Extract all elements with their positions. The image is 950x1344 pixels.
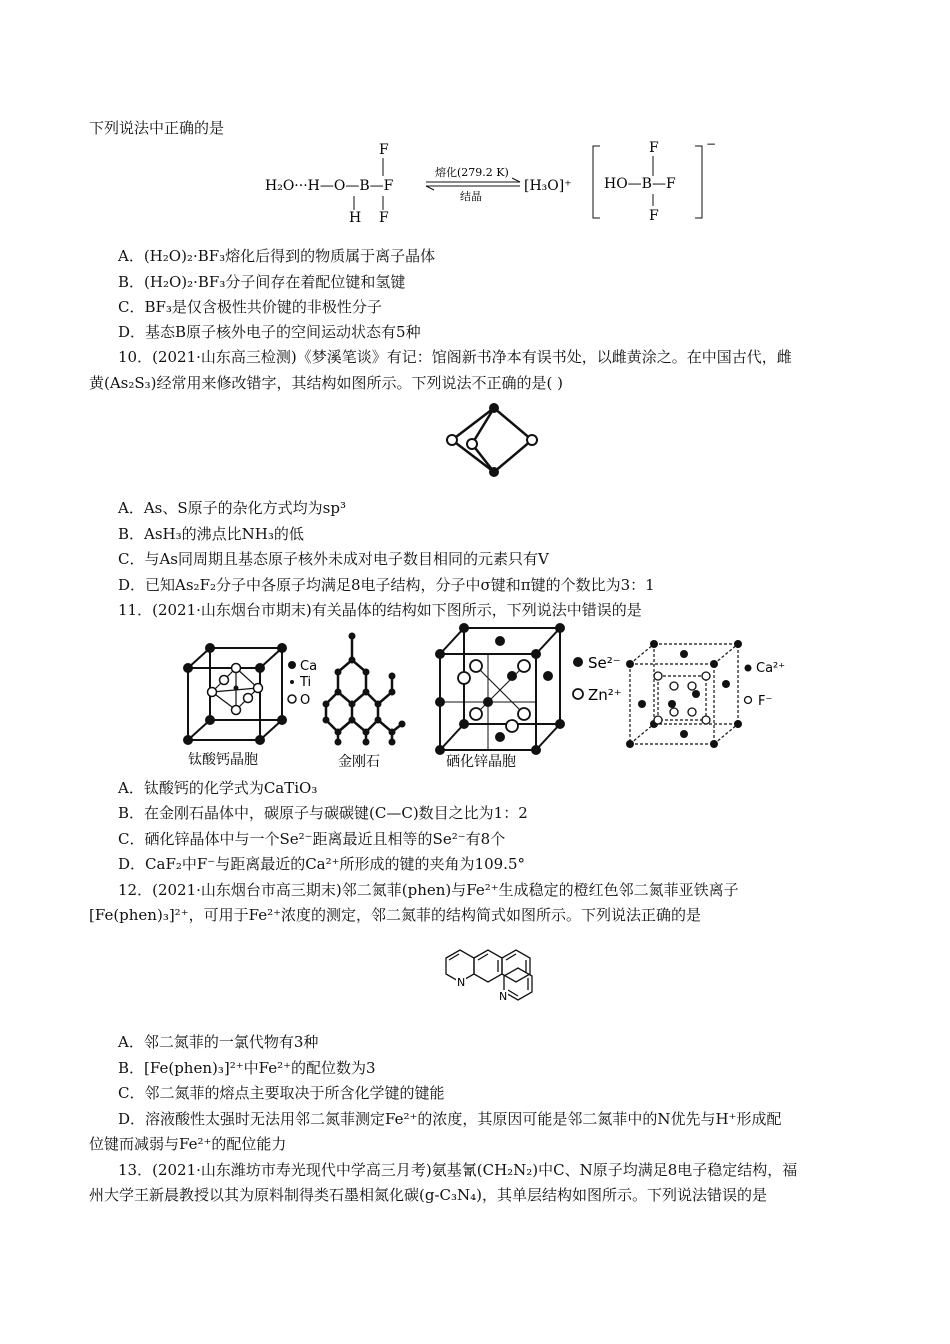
q10-option-a: A．As、S原子的杂化方式均为sp³	[118, 499, 346, 517]
fig9-charge: −	[706, 138, 717, 151]
q10-stem-line1: 10．(2021·山东高三检测)《梦溪笔谈》有记：馆阁新书净本有误书处，以雌黄涂之。在中国古代，雌	[118, 348, 792, 366]
legend-ca2: Ca²⁺	[756, 661, 786, 676]
q12-option-a: A．邻二氮菲的一氯代物有3种	[118, 1033, 319, 1051]
legend-o: O	[300, 693, 311, 708]
q12-option-b: B．[Fe(phen)₃]²⁺中Fe²⁺的配位数为3	[118, 1059, 376, 1077]
legend-f: F⁻	[758, 694, 773, 709]
phen-n2: N	[499, 990, 508, 1003]
q13-stem-line1: 13．(2021·山东潍坊市寿光现代中学高三月考)氨基氰(CH₂N₂)中C、N原子均满足8电子稳定结构，福	[118, 1161, 798, 1179]
q9-option-b: B．(H₂O)₂·BF₃分子间存在着配位键和氢键	[118, 273, 406, 291]
q10-option-b: B．AsH₃的沸点比NH₃的低	[118, 525, 304, 543]
bf3-reaction-figure	[260, 138, 720, 226]
q12-option-c: C．邻二氮菲的熔点主要取决于所含化学键的键能	[118, 1084, 445, 1102]
fig9-anion: HO—B—F	[604, 176, 676, 192]
q9-option-c: C．BF₃是仅含极性共价键的非极性分子	[118, 298, 382, 316]
q10-stem-line2: 黄(As₂S₃)经常用来修改错字，其结构如图所示。下列说法不正确的是( )	[89, 374, 564, 392]
q11-option-c: C．硒化锌晶体中与一个Se²⁻距离最近且相等的Se²⁻有8个	[118, 830, 506, 848]
q12-option-d-line1: D．溶液酸性太强时无法用邻二氮菲测定Fe²⁺的浓度，其原因可能是邻二氮菲中的N优先与H⁺形成配	[118, 1110, 782, 1128]
q12-stem-line2: [Fe(phen)₃]²⁺，可用于Fe²⁺浓度的测定，邻二氮菲的结构简式如图所示。下列说法正确的是	[89, 906, 702, 924]
fig9-f-bottom2: F	[649, 208, 659, 224]
caf2-cell	[630, 644, 738, 744]
fig9-f-top: F	[379, 142, 389, 158]
q11-option-b: B．在金刚石晶体中，碳原子与碳碳键(C—C)数目之比为1：2	[118, 804, 528, 822]
q11-stem: 11．(2021·山东烟台市期末)有关晶体的结构如下图所示，下列说法中错误的是	[118, 601, 642, 619]
q9-option-d: D．基态B原子核外电子的空间运动状态有5种	[118, 323, 421, 341]
q10-option-c: C．与As同周期且基态原子核外未成对电子数目相同的元素只有V	[118, 550, 549, 568]
fig9-h-bottom: H	[349, 210, 362, 226]
znse-cell	[440, 628, 560, 750]
legend-ca: Ca	[300, 659, 318, 674]
q10-option-d: D．已知As₂F₂分子中各原子均满足8电子结构，分子中σ键和π键的个数比为3：1	[118, 576, 655, 594]
intro-text: 下列说法中正确的是	[89, 119, 225, 137]
label-catio3: 钛酸钙晶胞	[188, 752, 258, 768]
fig9-arrow-top: 熔化(279.2 K)	[435, 166, 509, 179]
label-diamond: 金刚石	[338, 754, 380, 770]
catio3-cell	[188, 648, 282, 740]
q11-option-d: D．CaF₂中F⁻与距离最近的Ca²⁺所形成的键的夹角为109.5°	[118, 855, 525, 873]
q11-option-a: A．钛酸钙的化学式为CaTiO₃	[118, 779, 318, 797]
legend-zn: Zn²⁺	[588, 686, 622, 704]
fig9-f-bottom: F	[379, 210, 389, 226]
q13-stem-line2: 州大学王新晨教授以其为原料制得类石墨相氮化碳(g-C₃N₄)，其单层结构如图所示。下列说法错误的是	[89, 1186, 768, 1204]
q12-option-d-line2: 位键而减弱与Fe²⁺的配位能力	[89, 1135, 287, 1153]
phen-n1: N	[457, 976, 466, 989]
q12-stem-line1: 12．(2021·山东烟台市高三期末)邻二氮菲(phen)与Fe²⁺生成稳定的橙红色邻二氮菲亚铁离子	[118, 881, 739, 899]
as2s3-structure-figure	[440, 398, 540, 484]
fig9-right: [H₃O]⁺	[524, 178, 572, 194]
fig9-f-top2: F	[649, 140, 659, 156]
fig9-left: H₂O···H—O—B—F	[265, 178, 394, 194]
legend-ti: Ti	[300, 675, 312, 690]
fig9-arrow-bottom: 结晶	[460, 190, 482, 203]
legend-se: Se²⁻	[588, 654, 621, 672]
phenanthroline-structure-figure	[436, 938, 546, 1018]
label-znse: 硒化锌晶胞	[446, 754, 516, 770]
q9-option-a: A．(H₂O)₂·BF₃熔化后得到的物质属于离子晶体	[118, 247, 436, 265]
crystal-structures-figure	[180, 620, 800, 772]
